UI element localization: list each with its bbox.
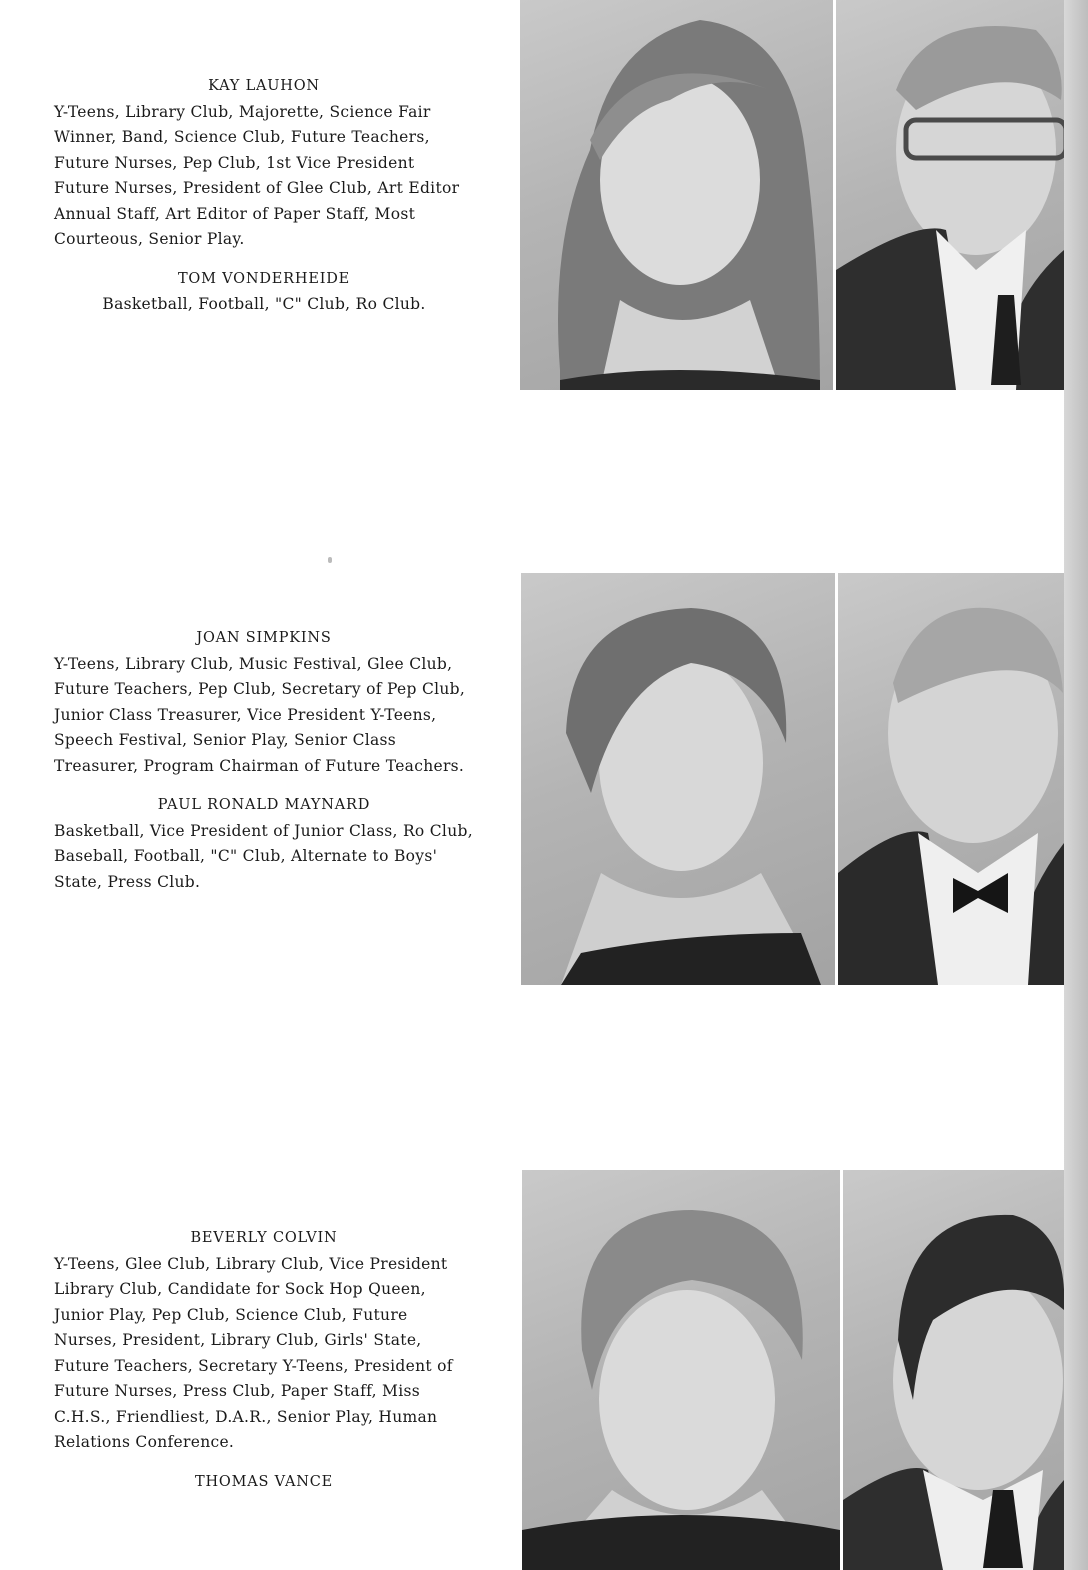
portrait-photo-female: [522, 1170, 840, 1570]
page-edge-shadow: [1064, 0, 1088, 1570]
portrait-photo-male: [843, 1170, 1064, 1570]
portrait-photo-female: [521, 573, 835, 985]
portrait-photo-female: [520, 0, 833, 390]
student-activities: Basketball, Vice President of Junior Class, Ro Club, Baseball, Football, "C" Club, Alternate to Boys' State, Press Club.: [54, 821, 473, 891]
student-activities: Y-Teens, Library Club, Majorette, Science Fair Winner, Band, Science Club, Future Teachers, Future Nurses, Pep Club, 1st Vice President Future Nurses, President of Glee Club, Art Editor Annual Staff, Art Editor of Paper Staff, Most Courteous, Senior Play.: [54, 102, 460, 248]
student-activities: Y-Teens, Library Club, Music Festival, Glee Club, Future Teachers, Pep Club, Secretary of Pep Club, Junior Class Treasurer, Vice President Y-Teens, Speech Festival, Senior Play, Senior Class Treasurer, Program Chairman of Future Teachers.: [54, 654, 466, 775]
student-activities: Y-Teens, Glee Club, Library Club, Vice President Library Club, Candidate for Sock Hop Queen, Junior Play, Pep Club, Science Club, Future Nurses, President, Library Club, Girls' State, Future Teachers, Secretary Y-Teens, President of Future Nurses, Press Club, Paper Staff, Miss C.H.S., Friendliest, D.A.R., Senior Play, Human Relations Conference.: [54, 1254, 453, 1451]
student-name: PAUL RONALD MAYNARD: [157, 797, 371, 813]
student-name: JOAN SIMPKINS: [196, 630, 332, 646]
portrait-photo-male: [838, 573, 1064, 985]
student-name: KAY LAUHON: [208, 78, 320, 94]
student-activities: Basketball, Football, "C" Club, Ro Club.: [102, 295, 426, 313]
student-name: TOM VONDERHEIDE: [177, 270, 351, 287]
text-group-3: [54, 1226, 474, 1495]
student-name: BEVERLY COLVIN: [190, 1230, 338, 1246]
portrait-photo-male: [836, 0, 1064, 390]
student-name: THOMAS VANCE: [195, 1473, 333, 1490]
text-group-1: [54, 74, 474, 332]
text-group-2: [54, 626, 474, 909]
paper-speck: [328, 557, 332, 563]
